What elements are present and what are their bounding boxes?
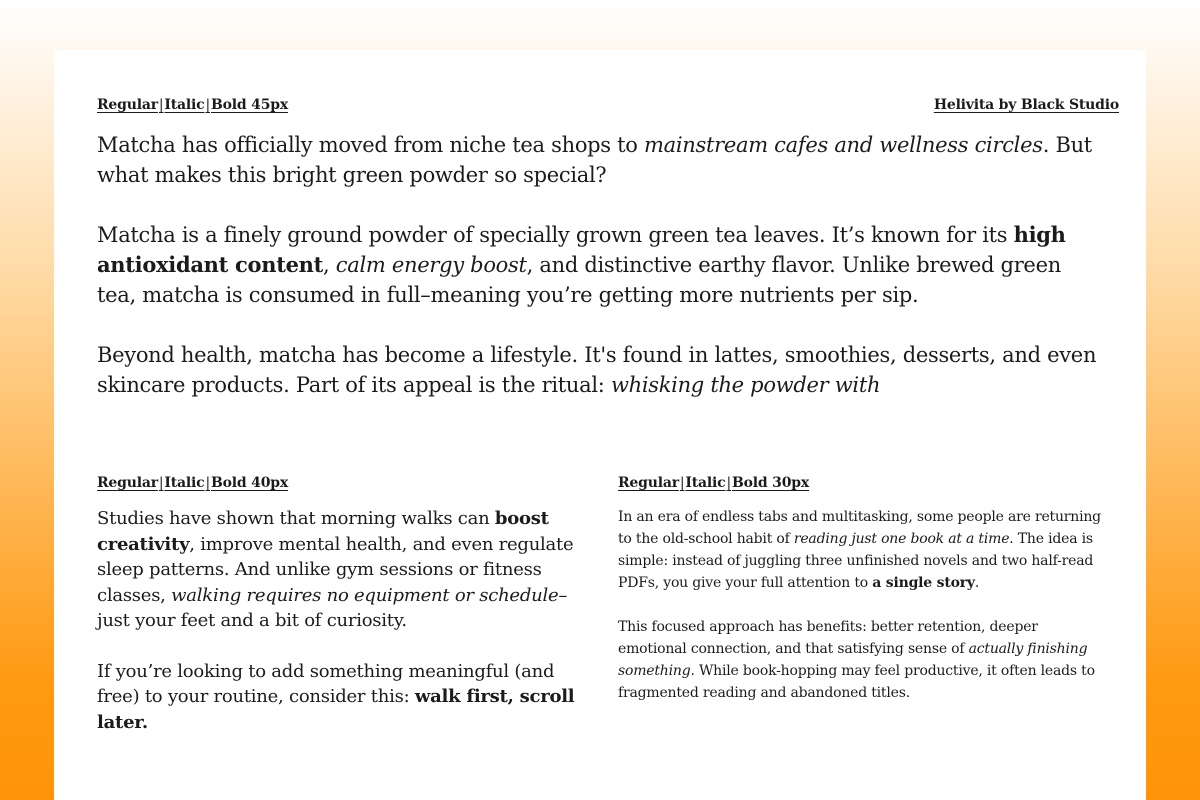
size-label-40	[97, 475, 288, 491]
text-run: If you’re looking to add something meaningful (and free) to your routine, consider this:	[97, 660, 555, 707]
style-bold-label: Bold 40px	[211, 475, 288, 491]
bold-run: walk first, scroll later.	[97, 686, 575, 733]
separator: |	[726, 475, 732, 491]
paragraph	[97, 340, 1097, 400]
bold-run: boost creativity	[97, 508, 549, 555]
size-label-30	[618, 475, 809, 491]
text-run: Beyond health, matcha has become a lifestyle. It's found in lattes, smoothies, desserts, and even skincare products. Part of its appeal is the ritual:	[97, 343, 1097, 397]
style-italic-label: Italic	[685, 475, 726, 491]
text-run: , improve mental health, and even regulate sleep patterns. And unlike gym sessions or fitness classes,	[97, 533, 574, 606]
italic-run: walking requires no equipment or schedule	[171, 584, 559, 606]
sample-text-45	[97, 130, 1097, 430]
text-run: ,	[323, 253, 336, 277]
italic-run: calm energy boost	[335, 253, 527, 277]
sample-text-40	[97, 506, 587, 760]
text-run: Matcha is a finely ground powder of specially grown green tea leaves. It’s known for its	[97, 223, 1014, 247]
separator: |	[205, 97, 211, 113]
italic-run: whisking the powder with	[610, 373, 881, 397]
style-regular-label: Regular	[618, 475, 679, 491]
style-bold-label: Bold 45px	[211, 97, 288, 113]
specimen-card	[54, 50, 1146, 800]
bold-run: a single story	[872, 575, 975, 591]
style-italic-label: Italic	[164, 475, 205, 491]
separator: |	[158, 475, 164, 491]
paragraph	[97, 659, 587, 736]
paragraph	[618, 616, 1108, 704]
text-run: In an era of endless tabs and multitasking, some people are returning to the old-school habit of	[618, 509, 1101, 547]
style-bold-label: Bold 30px	[732, 475, 809, 491]
text-run: . But what makes this bright green powder so special?	[97, 133, 1092, 187]
paragraph	[97, 130, 1097, 190]
text-run: . The idea is simple: instead of juggling three unfinished novels and two half-read PDFs, you give your full attention to	[618, 531, 1094, 591]
text-run: –just your feet and a bit of curiosity.	[97, 584, 568, 631]
style-regular-label: Regular	[97, 475, 158, 491]
italic-run: mainstream cafes and wellness circles	[644, 133, 1043, 157]
italic-run: reading just one book at a time	[793, 531, 1010, 547]
text-run: This focused approach has benefits: better retention, deeper emotional connection, and that satisfying sense of	[618, 619, 1038, 657]
style-regular-label: Regular	[97, 97, 158, 113]
paragraph	[97, 220, 1097, 310]
bold-run: high antioxidant content	[97, 222, 1066, 277]
text-run: Studies have shown that morning walks can	[97, 508, 495, 529]
text-run: , and distinctive earthy flavor. Unlike brewed green tea, matcha is consumed in full–meaning you’re getting more nutrients per sip.	[97, 253, 1061, 307]
text-run: .	[974, 575, 980, 591]
separator: |	[205, 475, 211, 491]
text-run: While book-hopping may feel productive, it often leads to fragmented reading and abandoned titles.	[618, 663, 1095, 701]
font-credit-label: Helivita by Black Studio	[933, 97, 1119, 113]
text-run: Matcha has officially moved from niche tea shops to	[97, 133, 645, 157]
size-label-45	[97, 97, 288, 113]
separator: |	[158, 97, 164, 113]
style-italic-label: Italic	[164, 97, 205, 113]
paragraph	[97, 506, 587, 634]
separator: |	[679, 475, 685, 491]
paragraph	[618, 506, 1108, 594]
sample-text-30	[618, 506, 1108, 726]
italic-run: actually finishing something.	[618, 641, 1088, 679]
